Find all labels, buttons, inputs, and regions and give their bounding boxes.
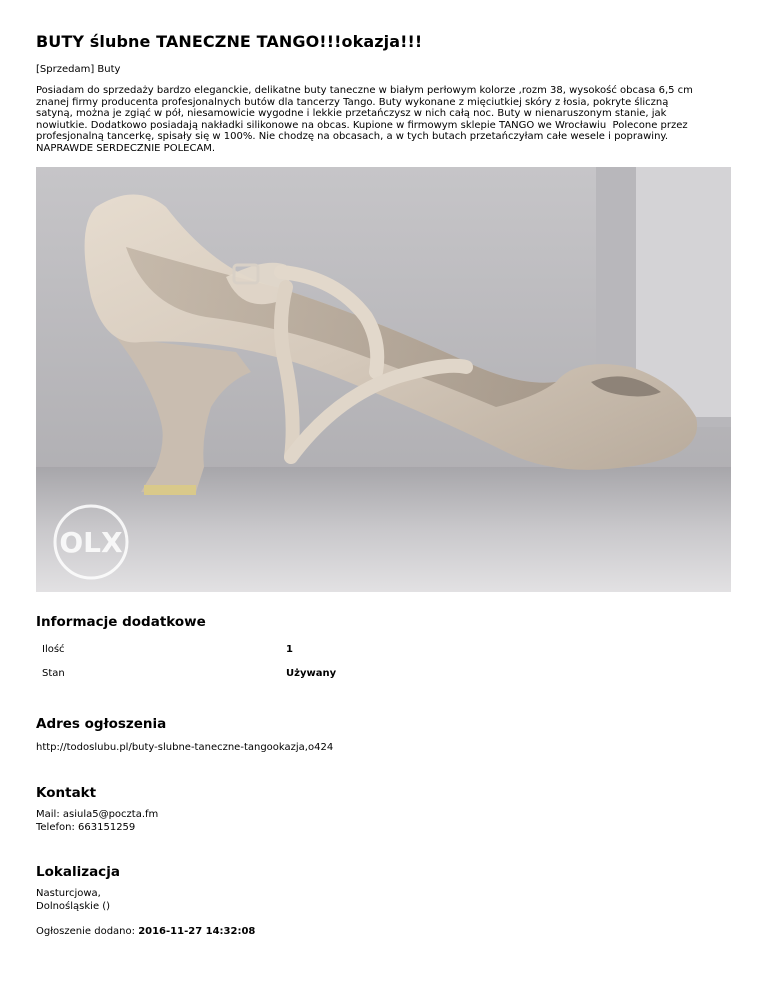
olx-watermark: OLX — [59, 526, 123, 559]
info-value-quantity: 1 — [286, 644, 293, 655]
listing-category: [Sprzedam] Buty — [36, 64, 121, 75]
listing-title: BUTY ślubne TANECZNE TANGO!!!okazja!!! — [36, 32, 423, 51]
info-label-condition: Stan — [42, 668, 65, 679]
contact-phone: Telefon: 663151259 — [36, 822, 136, 833]
location-heading: Lokalizacja — [36, 864, 120, 880]
listing-description: Posiadam do sprzedaży bardzo eleganckie, delikatne buty taneczne w białym perłowym kolorze ,rozm 38, wysokość obcasa 6,5 cm znanej firmy producenta profesjonalnych butów dla tancerzy Tango. Buty wykonane z mięciutkiej skóry z łosia, pokryte śliczną satyną, można je zgiąć w pół, niesamowicie wygodne i lekkie przetańczysz w nich całą noc. Buty w nienaruszonym stanie, jak nowiutkie. Dodatkowo posiadają nakładki silikonowe na obcas. Kupione w firmowym sklepie TANGO we Wrocławiu Polecone przez profesjonalną tancerkę, spisały się w 100%. Nie chodzę na obcasach, a w tych butach przetańczyłam całe wesele i poprawiny. NAPRAWDE SERDECZNIE POLECAM. — [36, 85, 693, 154]
info-heading: Informacje dodatkowe — [36, 614, 206, 630]
date-added-label: Ogłoszenie dodano: — [36, 926, 139, 937]
location-region: Dolnośląskie () — [36, 901, 111, 912]
listing-url[interactable]: http://todoslubu.pl/buty-slubne-taneczne-tangookazja,o424 — [36, 742, 334, 753]
contact-mail: Mail: asiula5@poczta.fm — [36, 809, 159, 820]
contact-heading: Kontakt — [36, 785, 97, 801]
info-label-quantity: Ilość — [42, 644, 65, 655]
date-added — [36, 926, 255, 939]
product-photo — [36, 167, 731, 592]
address-heading: Adres ogłoszenia — [36, 716, 167, 732]
date-added-value: 2016-11-27 14:32:08 — [138, 926, 256, 937]
info-value-condition: Używany — [286, 668, 337, 679]
location-street: Nasturcjowa, — [36, 888, 101, 899]
